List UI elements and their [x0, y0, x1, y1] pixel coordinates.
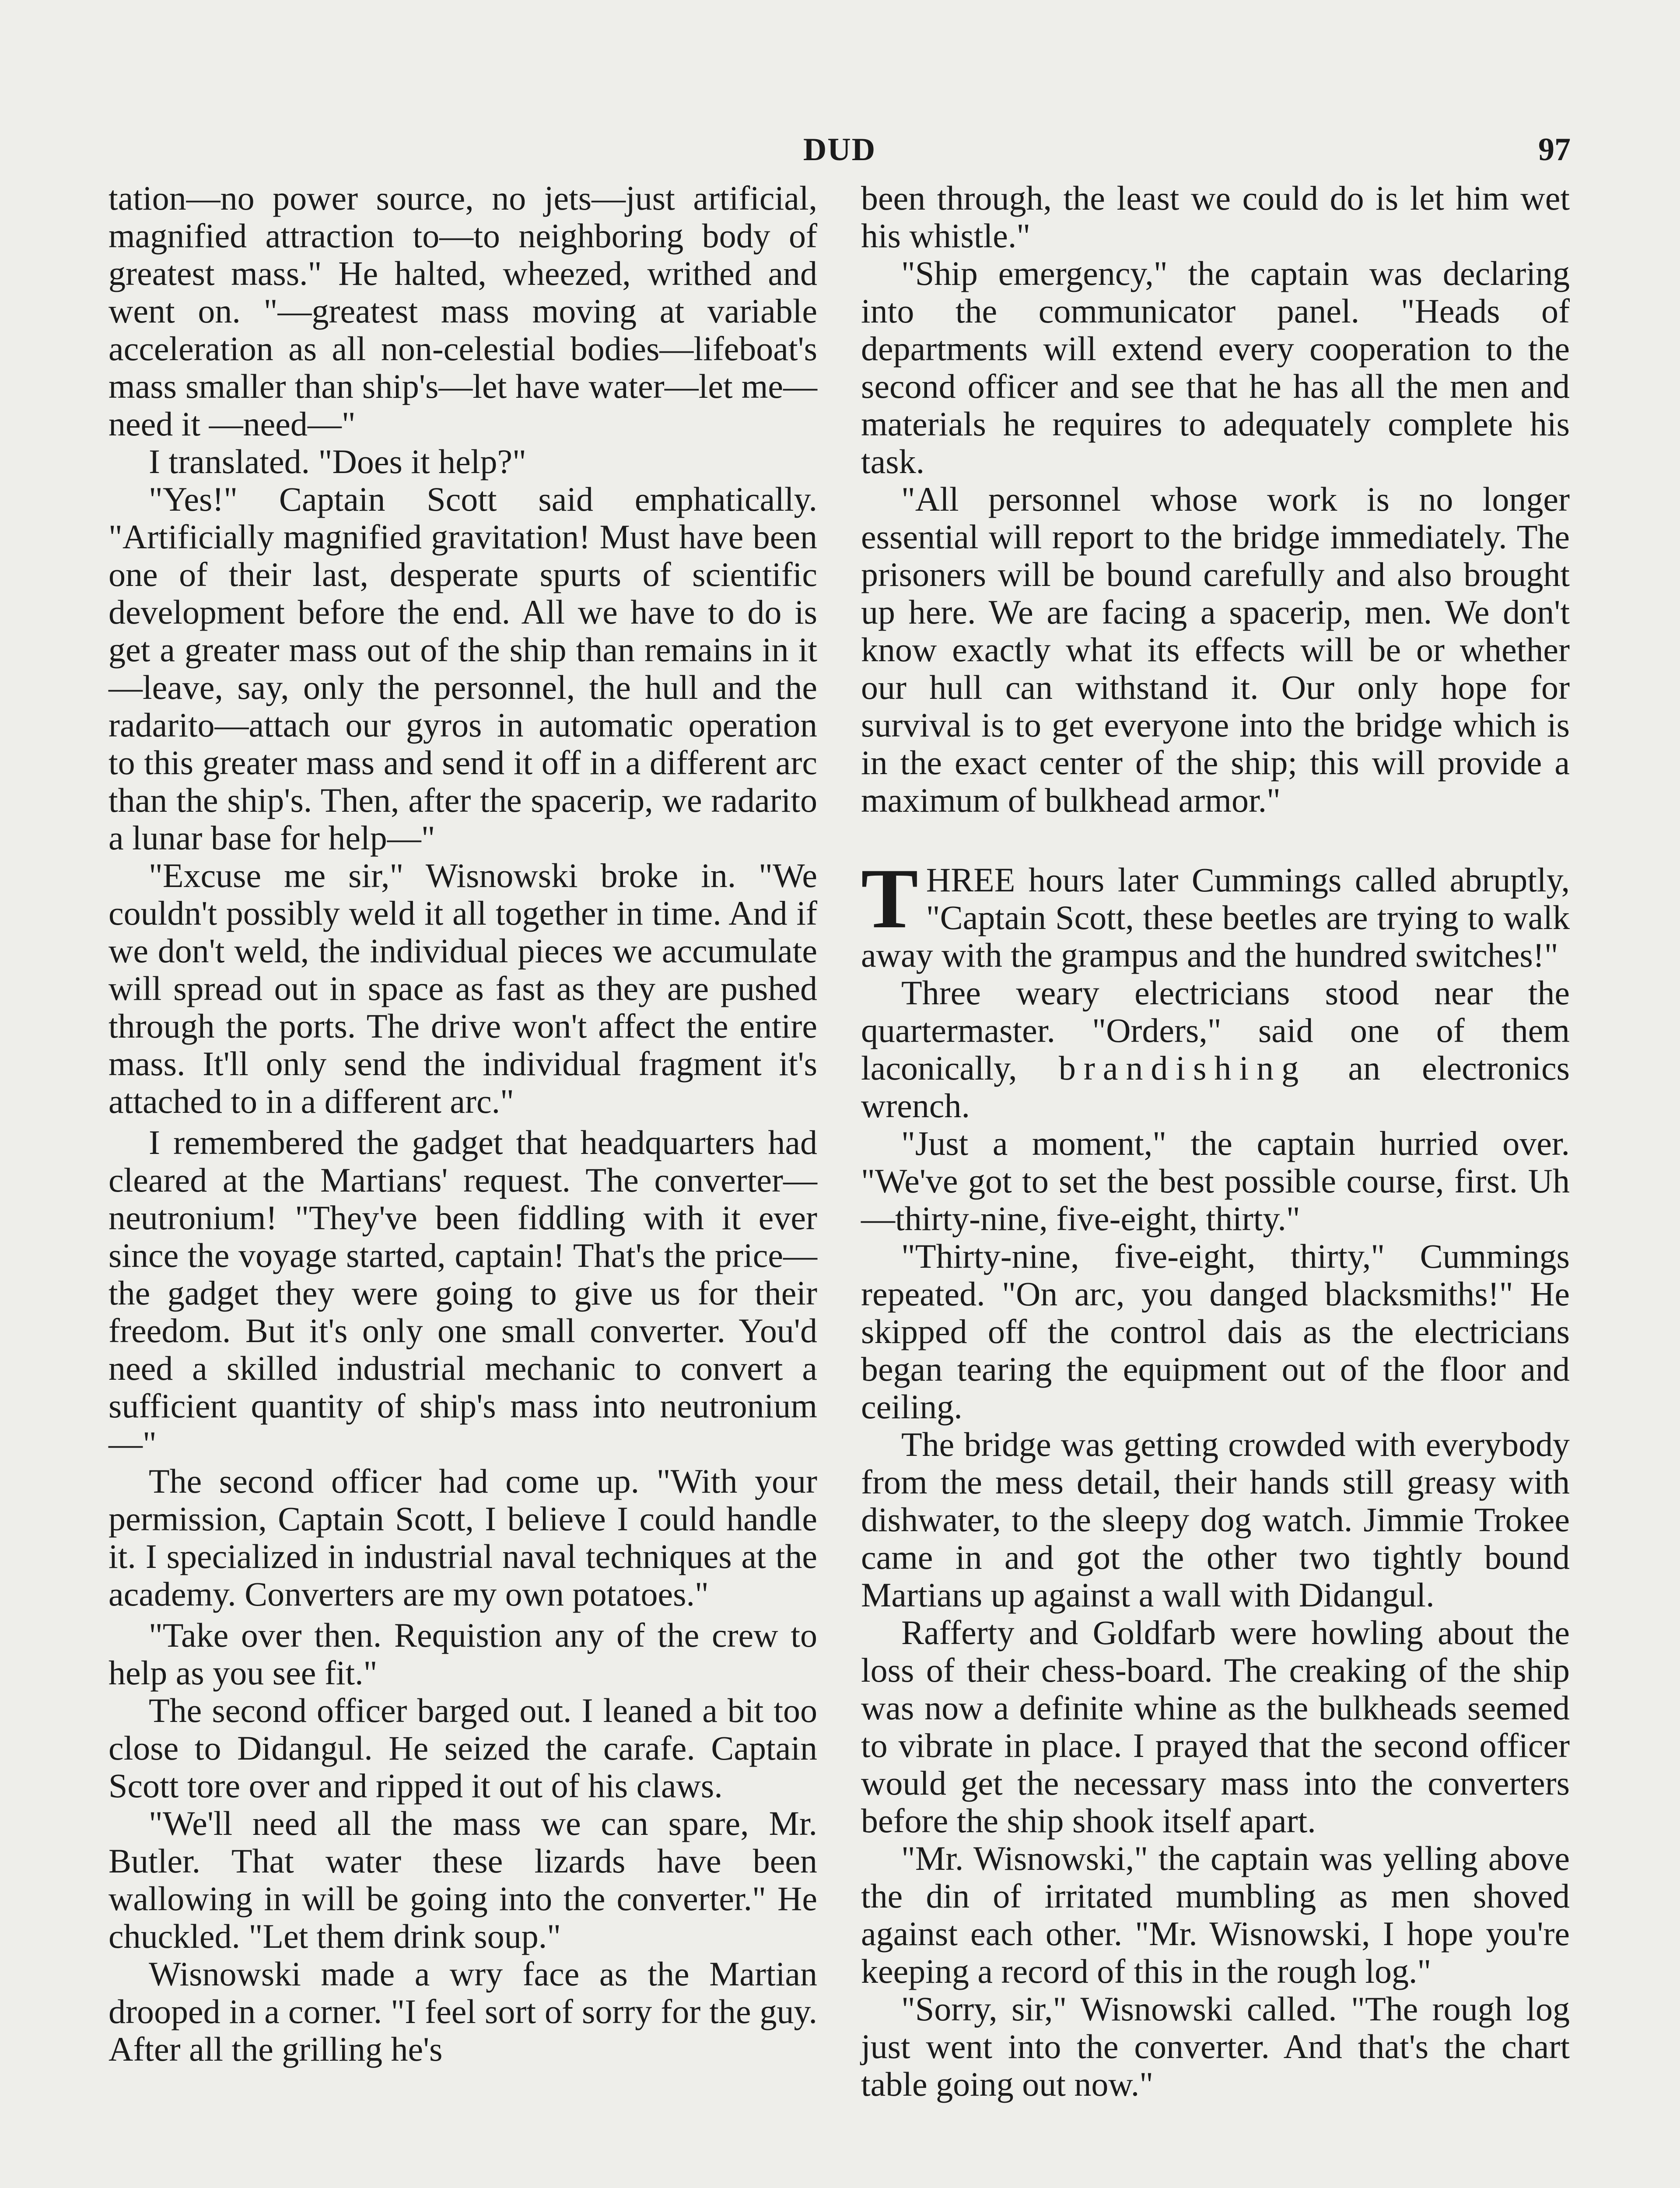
paragraph: "Excuse me sir," Wisnowski broke in. "We couldn't possibly weld it all together in time. And if we don't weld, the individual pieces we accumulate will spread out in space as fast as they are pushed through the ports. The drive won't affect the entire mass. It'll only send the individual fragment it's attached to in a different arc." — [108, 856, 817, 1120]
paragraph: "We'll need all the mass we can spare, Mr. Butler. That water these lizards have been wallowing in will be going into the converter." He chuckled. "Let them drink soup." — [108, 1804, 817, 1955]
paragraph: The second officer had come up. "With your permission, Captain Scott, I believe I could handle it. I specialized in industrial naval techniques at the academy. Converters are my own potatoes." — [108, 1462, 817, 1613]
paragraph: Rafferty and Goldfarb were howling about the loss of their chess-board. The creaking of the ship was now a definite whine as the bulkheads seemed to vibrate in place. I prayed that the second officer would get the necessary mass into the converters before the ship shook itself apart. — [861, 1613, 1570, 1840]
paragraph: "All personnel whose work is no longer essential will report to the bridge immediately. The prisoners will be bound carefully and also brought up here. We are facing a spacerip, men. We don't know exactly what its effects will be or whether our hull can withstand it. Our only hope for survival is to get everyone into the bridge which is in the exact center of the ship; this will provide a maximum of bulkhead armor." — [861, 480, 1570, 819]
drop-cap: T — [861, 851, 918, 946]
paragraph: I translated. "Does it help?" — [149, 442, 526, 480]
paragraph — [861, 974, 1570, 1125]
story-title: DUD — [803, 132, 876, 168]
paragraph: been through, the least we could do is let him wet his whistle." — [861, 179, 1570, 255]
paragraph-text: Three weary electricians stood near the quartermaster. "Orders," said one of them laconically, — [861, 974, 1570, 1087]
paragraph: "Yes!" Captain Scott said emphatically. "Artificially magnified gravitation! Must have been one of their last, desperate spurts of scientific development before the end. All we have to do is get a greater mass out of the ship than remains in it—leave, say, only the personnel, the hull and the radarito—attach our gyros in automatic operation to this greater mass and send it off in a different arc than the ship's. Then, after the spacerip, we radarito a lunar base for help—" — [108, 480, 817, 857]
paragraph-text: an electronics wrench. — [861, 1049, 1570, 1125]
running-header — [108, 131, 1571, 184]
right-column — [861, 179, 1570, 2103]
paragraph: "Just a moment," the captain hurried over. "We've got to set the best possible course, first. Uh—thirty-nine, five-eight, thirty." — [861, 1124, 1570, 1238]
spaced-word: brandishing — [1058, 1049, 1307, 1087]
paragraph: The second officer barged out. I leaned a bit too close to Didangul. He seized the carafe. Captain Scott tore over and ripped it out of his claws. — [108, 1691, 817, 1805]
paragraph: Wisnowski made a wry face as the Martian drooped in a corner. "I feel sort of sorry for the guy. After all the grilling he's — [108, 1955, 817, 2068]
paragraph: "Thirty-nine, five-eight, thirty," Cummings repeated. "On arc, you danged blacksmiths!" He skipped off the control dais as the electricians began tearing the equipment out of the floor and ceiling. — [861, 1237, 1570, 1426]
paragraph: I remembered the gadget that headquarters had cleared at the Martians' request. The converter—neutronium! "They've been fiddling with it ever since the voyage started, captain! That's the price—the gadget they were going to give us for their freedom. But it's only one small converter. You'd need a skilled industrial mechanic to convert a sufficient quantity of ship's mass into neutronium—" — [108, 1123, 817, 1462]
paragraph: tation—no power source, no jets—just artificial, magnified attraction to—to neighboring body of greatest mass." He halted, wheezed, writhed and went on. "—greatest mass moving at variable acceleration as all non-celestial bodies—lifeboat's mass smaller than ship's—let have water—let me—need it —need—" — [108, 179, 817, 443]
paragraph: "Take over then. Requistion any of the crew to help as you see fit." — [108, 1616, 817, 1692]
paragraph: "Ship emergency," the captain was declaring into the communicator panel. "Heads of departments will extend every cooperation to the second officer and see that he has all the men and materials he requires to adequately complete his task. — [861, 254, 1570, 480]
paragraph: The bridge was getting crowded with everybody from the mess detail, their hands still greasy with dishwater, to the sleepy dog watch. Jimmie Trokee came in and got the other two tightly bound Martians up against a wall with Didangul. — [861, 1425, 1570, 1614]
section-opening-paragraph — [861, 851, 1570, 974]
left-column — [108, 179, 817, 2068]
page-number: 97 — [1538, 132, 1571, 168]
paragraph: "Mr. Wisnowski," the captain was yelling above the din of irritated mumbling as men shoved against each other. "Mr. Wisnowski, I hope you're keeping a record of this in the rough log." — [861, 1839, 1570, 1990]
paragraph: "Sorry, sir," Wisnowski called. "The rough log just went into the converter. And that's the chart table going out now." — [861, 1990, 1570, 2103]
paragraph-text: HREE hours later Cummings called abruptly, "Captain Scott, these beetles are trying to walk away with the grampus and the hundred switches!" — [861, 861, 1570, 974]
